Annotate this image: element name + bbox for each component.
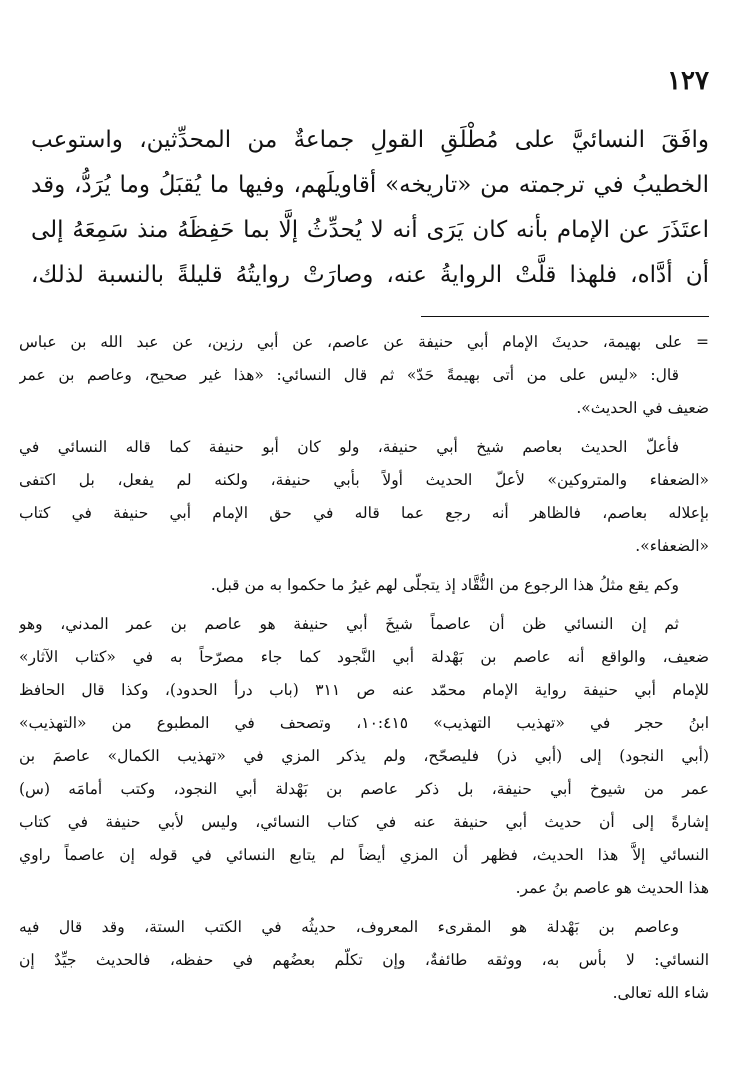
- footnote-line: «الضعفاء والمتروكين» لأعلّ الحديث أولاً بأبي حنيفة، ولكنه لم يفعل، بل اكتفى: [19, 471, 709, 489]
- footnote-line: وكم يقع مثلُ هذا الرجوع من النُّقَّاد إذ يتجلّى لهم غيرُ ما حكموا به من قبل.: [210, 576, 679, 594]
- footnote-paragraph-3: [19, 569, 709, 602]
- footnote-paragraph-4: [19, 608, 709, 905]
- main-line-2: الخطيبُ في ترجمته من «تاريخه» أقاويلَهم، وفيها ما يُقبَلُ وما يُرَدُّ، وقد: [31, 172, 709, 198]
- footnote-separator: [421, 316, 709, 317]
- footnote-line: ضعيف، والواقع أنه عاصم بن بَهْدلة أبي النَّجود كما جاء مصرّحاً به في «كتاب الآثار»: [19, 648, 709, 666]
- footnote-line: ثم إن النسائي ظن أن عاصماً شيخَ أبي حنيفة هو عاصم بن عمر المدني، وهو: [19, 615, 679, 633]
- footnote-paragraph-1: [19, 326, 709, 425]
- footnote-line: عمر من شيوخ أبي حنيفة، بل ذكر عاصم بن بَهْدلة أبي النجود، وكتب أمامَه (س): [19, 780, 709, 798]
- main-line-1: وافَقَ النسائيَّ على مُطْلَقِ القولِ جماعةٌ من المحدِّثين، واستوعب: [31, 127, 709, 153]
- footnote-line: ضعيف في الحديث».: [576, 399, 709, 417]
- footnote-line: إشارةً إلى أن حديث أبي حنيفة عنه في كتاب النسائي، وليس لأبي حنيفة في كتاب: [19, 813, 709, 831]
- footnote-line: شاء الله تعالى.: [612, 984, 709, 1002]
- main-line-3: اعتَذَرَ عن الإمام بأنه كان يَرَى أنه لا يُحدِّثُ إلَّا بما حَفِظَهُ منذ سَمِعَهُ إلى: [31, 217, 709, 243]
- footnote-paragraph-5: [19, 911, 709, 1010]
- footnote-line: فأعلّ الحديث بعاصم شيخ أبي حنيفة، ولو كان أبو حنيفة كما قاله النسائي في: [19, 438, 679, 456]
- footnote-line: وعاصم بن بَهْدلة هو المقرىء المعروف، حديثُه في الكتب الستة، وقد قال فيه: [19, 918, 679, 936]
- footnote-line: (أبي النجود) إلى (أبي ذر) فليصحّح، ولم يذكر المزي في «تهذيب الكمال» عاصمَ بن: [19, 747, 709, 765]
- footnote-line: هذا الحديث هو عاصم بنُ عمر.: [515, 879, 709, 897]
- footnotes: [19, 326, 709, 1016]
- footnote-line: النسائي: لا بأس به، ووثقه طائفةٌ، وإن تكلّم بعضُهم في حفظه، فالحديث جيِّدٌ إن: [19, 951, 709, 969]
- footnote-line: النسائي إلاَّ هذا الحديث، فظهر أن المزي أيضاً لم يتابع النسائي في قوله إن عاصماً راوي: [19, 846, 709, 864]
- footnote-line: = على بهيمة، حديثَ الإمام أبي حنيفة عن عاصم، عن أبي رزين، عن عبد الله بن عباس: [19, 333, 709, 351]
- footnote-paragraph-2: [19, 431, 709, 563]
- footnote-line: ابنُ حجر في «تهذيب التهذيب» ١٠:٤١٥، وتصحف في المطبوع من «التهذيب»: [19, 714, 709, 732]
- footnote-line: «الضعفاء».: [635, 537, 709, 555]
- footnote-line: قال: «ليس على من أتى بهيمةً حَدّ» ثم قال النسائي: «هذا غير صحيح، وعاصم بن عمر: [19, 366, 679, 384]
- main-line-4: أن أدَّاه، فلهذا قلَّتْ الروايةُ عنه، وصارَتْ روايتُهُ قليلةً بالنسبة لذلك،: [31, 262, 709, 288]
- page-number: ١٢٧: [667, 66, 709, 96]
- main-text: [31, 118, 709, 298]
- footnote-line: للإمام أبي حنيفة رواية الإمام محمّد عنه ص ٣١١ (باب درأ الحدود)، وكذا قال الحافظ: [19, 681, 709, 699]
- footnote-line: بإعلاله بعاصم، فالظاهر أنه رجع عما قاله في حق الإمام أبي حنيفة في كتاب: [19, 504, 709, 522]
